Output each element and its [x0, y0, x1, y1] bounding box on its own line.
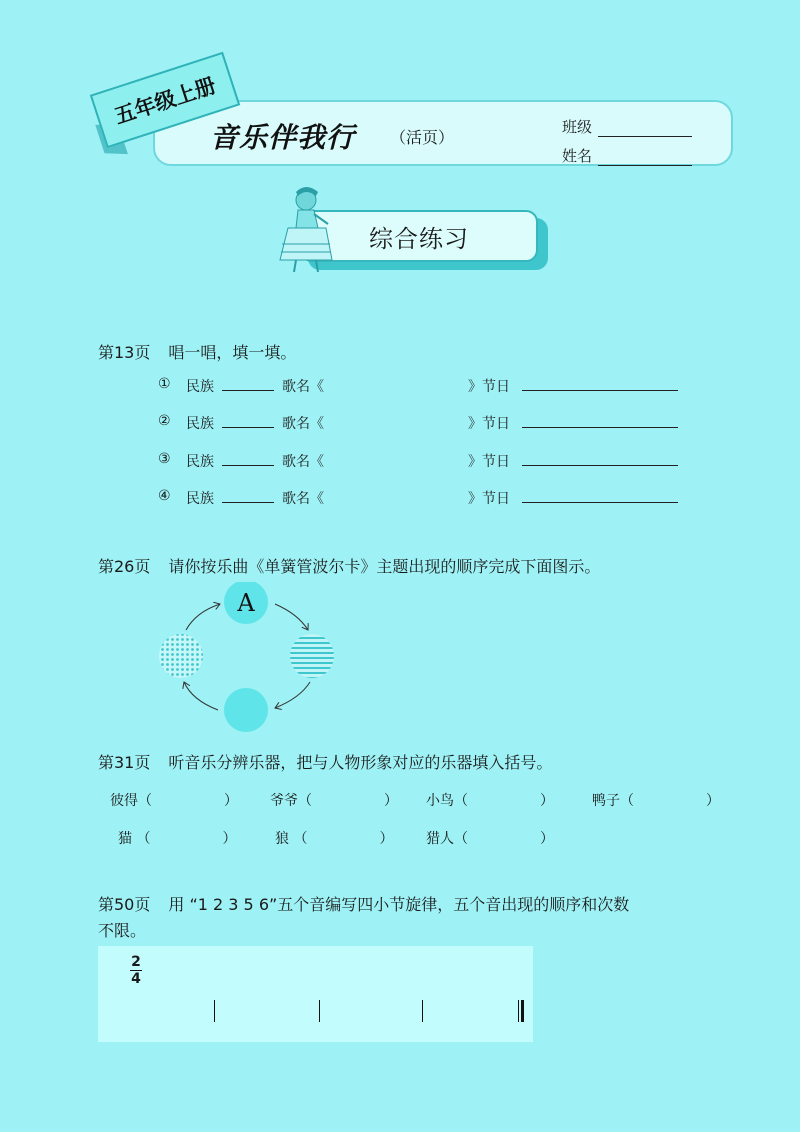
q13-heading — [98, 340, 296, 363]
name-input-line[interactable] — [598, 151, 692, 166]
time-signature — [130, 954, 142, 987]
q31-item-close: ） — [379, 831, 394, 847]
q31-item-peter[interactable] — [110, 790, 238, 810]
q13-song-label: 歌名《 — [282, 491, 324, 507]
q26-page: 第26页 — [98, 557, 151, 576]
bar-line-2 — [319, 1000, 320, 1022]
grade-label: 五年级上册 — [90, 52, 240, 149]
girl-figure-icon — [266, 180, 338, 275]
q13-ethnic-input[interactable] — [222, 427, 274, 428]
q13-festival-label: 》节日 — [468, 379, 510, 395]
q31-item-label: 狼 （ — [275, 831, 308, 847]
q13-row-4 — [158, 488, 688, 506]
q13-page: 第13页 — [98, 343, 151, 362]
q13-song-label: 歌名《 — [282, 416, 324, 432]
q31-item-close: ） — [540, 831, 554, 847]
arrow-2 — [275, 682, 310, 708]
q31-item-label: 鸭子（ — [592, 793, 634, 809]
q13-song-label: 歌名《 — [282, 454, 324, 470]
q31-prompt: 听音乐分辨乐器，把与人物形象对应的乐器填入括号。 — [168, 753, 553, 772]
q50-prompt-line2: 不限。 — [98, 921, 147, 940]
q13-row-3 — [158, 451, 688, 469]
q31-item-wolf[interactable] — [275, 828, 393, 848]
q13-ethnic-label: 民族 — [186, 416, 214, 432]
q13-festival-input[interactable] — [522, 427, 678, 428]
melody-staff[interactable] — [98, 946, 533, 1042]
q31-item-label: 猫 （ — [118, 831, 151, 847]
q31-item-close: ） — [224, 793, 238, 809]
q31-item-close: ） — [706, 793, 720, 809]
book-title: 音乐伴我行 — [210, 121, 356, 154]
q13-festival-input[interactable] — [522, 465, 678, 466]
name-field[interactable] — [562, 145, 692, 166]
q13-ethnic-label: 民族 — [186, 454, 214, 470]
q13-song-label: 歌名《 — [282, 379, 324, 395]
q13-row-num: ② — [158, 413, 171, 429]
q13-festival-label: 》节日 — [468, 416, 510, 432]
q31-item-label: 爷爷（ — [270, 793, 312, 809]
q31-item-hunter[interactable] — [426, 828, 554, 848]
q13-ethnic-input[interactable] — [222, 502, 274, 503]
class-label: 班级 — [562, 118, 593, 136]
q13-row-num: ① — [158, 376, 171, 392]
bar-line-1 — [214, 1000, 215, 1022]
q31-item-close: ） — [222, 831, 237, 847]
q31-item-label: 猎人（ — [426, 831, 468, 847]
q13-row-num: ③ — [158, 451, 171, 467]
q50-page: 第50页 — [98, 895, 151, 914]
class-field[interactable] — [562, 116, 692, 137]
q31-item-close: ） — [540, 793, 554, 809]
q31-item-grandpa[interactable] — [270, 790, 398, 810]
q13-prompt: 唱一唱，填一填。 — [168, 343, 297, 362]
q13-festival-label: 》节日 — [468, 454, 510, 470]
q13-ethnic-input[interactable] — [222, 390, 274, 391]
bar-line-3 — [422, 1000, 423, 1022]
arrow-3 — [184, 682, 218, 710]
q13-ethnic-input[interactable] — [222, 465, 274, 466]
arrow-1 — [275, 604, 308, 630]
q26-heading — [98, 554, 600, 577]
q13-ethnic-label: 民族 — [186, 379, 214, 395]
q13-row-2 — [158, 413, 688, 431]
q31-item-bird[interactable] — [426, 790, 554, 810]
class-input-line[interactable] — [598, 122, 692, 137]
q13-row-num: ④ — [158, 488, 171, 504]
q31-item-duck[interactable] — [592, 790, 720, 810]
q13-row-1 — [158, 376, 688, 394]
q13-ethnic-label: 民族 — [186, 491, 214, 507]
q31-item-label: 小鸟（ — [426, 793, 468, 809]
q13-festival-input[interactable] — [522, 502, 678, 503]
q26-prompt: 请你按乐曲《单簧管波尔卡》主题出现的顺序完成下面图示。 — [168, 557, 601, 576]
q31-item-cat[interactable] — [118, 828, 236, 848]
time-sig-bottom: 4 — [131, 971, 141, 987]
section-title: 综合练习 — [300, 210, 538, 262]
theme-order-diagram — [150, 582, 350, 742]
arrow-4 — [186, 604, 220, 630]
circle-a-label: A — [237, 589, 255, 617]
q31-item-label: 彼得（ — [110, 793, 152, 809]
q13-festival-label: 》节日 — [468, 491, 510, 507]
name-label: 姓名 — [562, 147, 593, 165]
q31-page: 第31页 — [98, 753, 151, 772]
circle-dotted — [159, 634, 203, 678]
circle-striped — [290, 634, 334, 678]
final-bar-thick — [521, 1000, 524, 1022]
q31-heading — [98, 750, 552, 773]
book-subtitle: （活页） — [390, 128, 455, 147]
time-sig-top: 2 — [131, 954, 141, 970]
q50-prompt-line1: 用 “1 2 3 5 6”五个音编写四小节旋律，五个音出现的顺序和次数 — [168, 895, 630, 914]
q31-item-close: ） — [384, 793, 398, 809]
final-bar-thin — [518, 1000, 519, 1022]
q50-heading — [98, 892, 629, 915]
q13-festival-input[interactable] — [522, 390, 678, 391]
circle-solid — [224, 688, 268, 732]
